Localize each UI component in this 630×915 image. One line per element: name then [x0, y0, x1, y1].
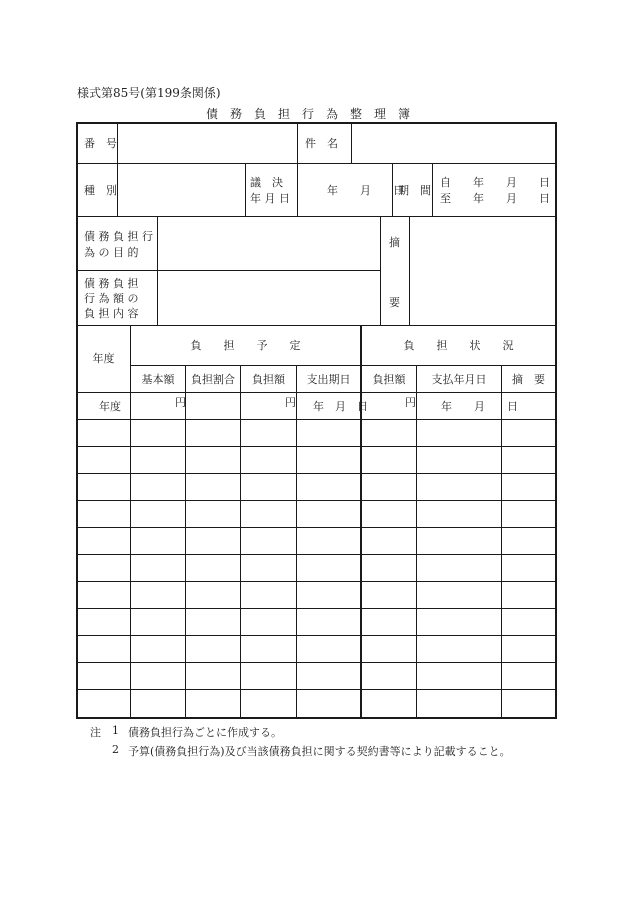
resolution-label-1: 議 決: [250, 176, 283, 189]
vline-r2-a: [117, 164, 118, 217]
content-label-3: 負 担 内 容: [84, 307, 139, 320]
row1-yen-actual: 円: [405, 396, 416, 409]
border-left: [76, 122, 78, 719]
content-label-2: 行 為 額 の: [84, 292, 139, 305]
hline-row-10: [76, 662, 557, 663]
plan-header: 負 担 予 定: [190, 339, 301, 352]
hline-row-5: [76, 527, 557, 528]
hline-1: [76, 163, 557, 164]
subject-label: 件 名: [305, 137, 338, 150]
border-top: [76, 122, 557, 124]
remarks-label-1: 摘: [389, 236, 400, 249]
vline-r3-b: [380, 217, 381, 326]
form-number: 様式第85号(第199条関係): [77, 86, 221, 100]
hline-row-11: [76, 689, 557, 690]
hline-row-7: [76, 581, 557, 582]
row1-pay-date: 年 月 日: [441, 400, 518, 413]
period-from: 自 年 月 日: [440, 176, 550, 189]
hline-table-head: [76, 392, 557, 393]
col-payment-due: 支出期日: [306, 373, 351, 386]
purpose-label-1: 債 務 負 担 行: [84, 230, 153, 243]
vline-r1-b: [297, 123, 298, 164]
remarks-label-2: 要: [389, 296, 400, 309]
purpose-label-2: 為 の 目 的: [84, 246, 139, 259]
vline-t-basic: [185, 365, 186, 718]
resolution-label-2: 年 月 日: [250, 192, 290, 205]
row1-yen-basic: 円: [175, 396, 186, 409]
period-to: 至 年 月 日: [440, 192, 550, 205]
status-header: 負 担 状 況: [403, 339, 514, 352]
hline-row-2: [76, 446, 557, 447]
col-burden-ratio: 負担割合: [191, 373, 235, 386]
note-1-number: 1: [112, 724, 119, 737]
number-label: 番 号: [84, 137, 117, 150]
border-bottom: [76, 717, 557, 719]
hline-3: [76, 270, 380, 271]
col-burden-amount: 負担額: [252, 373, 285, 386]
resolution-date: 年 月 日: [327, 184, 404, 197]
note-prefix: 注: [90, 726, 101, 739]
note-1-text: 債務負担行為ごとに作成する。: [128, 726, 282, 739]
type-label: 種 別: [84, 184, 117, 197]
col-basic-amount: 基本額: [141, 373, 175, 386]
vline-r3-a: [157, 217, 158, 326]
hline-2: [76, 216, 557, 217]
vline-r2-e: [432, 164, 433, 217]
vline-r1-c: [351, 123, 352, 164]
content-label-1: 債 務 負 担: [84, 277, 139, 290]
vline-t-ratio: [240, 365, 241, 718]
note-2-number: 2: [112, 743, 119, 756]
col-remarks: 摘 要: [512, 373, 545, 386]
hline-4: [76, 325, 557, 326]
vline-r3-c: [409, 217, 410, 326]
page-title: 債 務 負 担 行 為 整 理 簿: [206, 107, 411, 121]
hline-row-8: [76, 608, 557, 609]
border-right: [555, 122, 557, 719]
hline-row-1: [76, 419, 557, 420]
row1-year: 年度: [99, 400, 121, 413]
hline-row-3: [76, 473, 557, 474]
vline-r2-b: [245, 164, 246, 217]
vline-t-actual: [416, 365, 417, 718]
period-label: 期 間: [398, 184, 431, 197]
hline-sub-header: [130, 365, 557, 366]
row1-yen-burden: 円: [285, 396, 296, 409]
vline-t-amount: [296, 365, 297, 718]
col-payment-date: 支払年月日: [431, 373, 487, 386]
hline-row-9: [76, 635, 557, 636]
hline-row-6: [76, 554, 557, 555]
col-actual-amount: 負担額: [372, 373, 406, 386]
vline-r2-c: [297, 164, 298, 217]
year-header: 年度: [92, 352, 115, 365]
hline-row-4: [76, 500, 557, 501]
vline-t-paydate: [501, 365, 502, 718]
note-2-text: 予算(債務負担行為)及び当該債務負担に関する契約書等により記載すること。: [128, 745, 511, 758]
row1-due-date: 年 月 日: [313, 400, 368, 413]
vline-r1-a: [117, 123, 118, 164]
